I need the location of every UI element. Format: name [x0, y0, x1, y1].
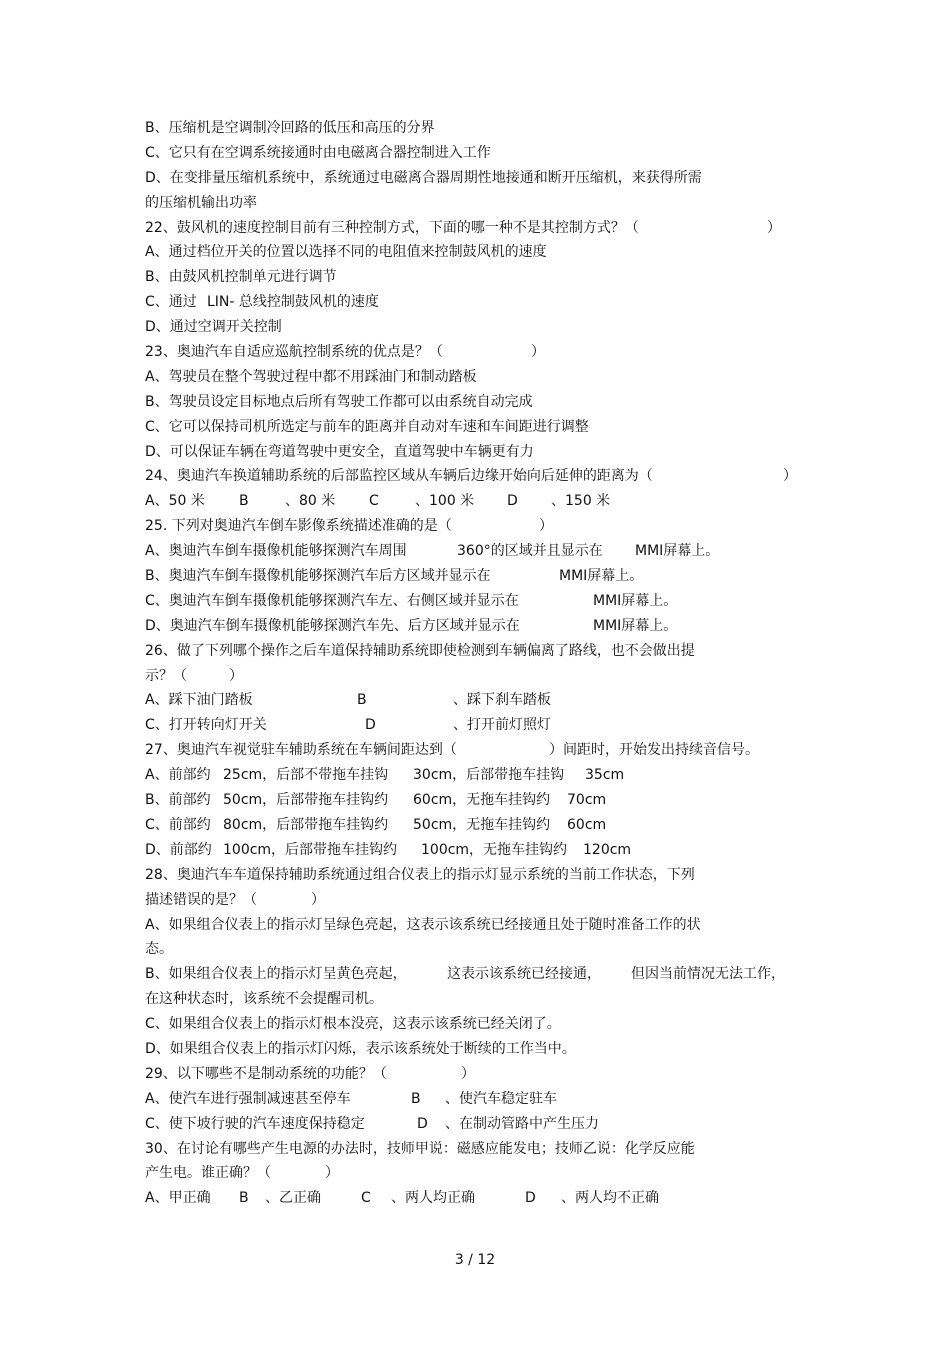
text-segment: ） — [783, 468, 797, 485]
text-segment: D、可以保证车辆在弯道驾驶中更安全，直道驾驶中车辆更有力 — [145, 443, 534, 460]
text-segment: LIN- 总线控制鼓风机的速度 — [207, 294, 379, 311]
text-line — [145, 688, 805, 713]
text-segment: 、100 米 — [415, 493, 475, 510]
text-segment: 、使汽车稳定驻车 — [445, 1090, 557, 1107]
text-segment: B、前部约 — [145, 792, 211, 809]
text-segment: ） — [531, 344, 545, 361]
text-segment: MMI屏幕上。 — [593, 592, 678, 609]
text-segment: 、乙正确 — [265, 1190, 321, 1207]
text-segment: ） — [311, 891, 325, 908]
text-line — [145, 937, 805, 962]
text-line — [145, 265, 805, 290]
text-segment: 23、奥迪汽车自适应巡航控制系统的优点是？（ — [145, 344, 443, 361]
text-segment: 28、奥迪汽车车道保持辅助系统通过组合仪表上的指示灯显示系统的当前工作状态，下列 — [145, 866, 695, 883]
text-segment: D — [507, 493, 518, 510]
text-line — [145, 788, 805, 813]
text-line — [145, 1037, 805, 1062]
text-segment: C、如果组合仪表上的指示灯根本没亮，这表示该系统已经关闭了。 — [145, 1016, 561, 1033]
text-segment: D — [525, 1190, 536, 1207]
text-line — [145, 365, 805, 390]
text-line — [145, 415, 805, 440]
text-line — [145, 664, 805, 689]
text-segment: 27、奥迪汽车视觉驻车辅助系统在车辆间距达到（ — [145, 742, 457, 759]
text-line — [145, 738, 805, 763]
text-segment: C、前部约 — [145, 816, 211, 833]
text-segment: 80cm，后部带拖车挂钩约 — [223, 816, 389, 833]
text-segment: 态。 — [145, 941, 173, 958]
text-segment: C、它可以保持司机所选定与前车的距离并自动对车速和车间距进行调整 — [145, 418, 589, 435]
text-line — [145, 614, 805, 639]
text-segment: C — [361, 1190, 371, 1207]
text-segment: B — [357, 692, 367, 709]
text-segment: B、由鼓风机控制单元进行调节 — [145, 269, 337, 286]
text-segment: ） — [461, 1065, 475, 1082]
text-segment: 29、以下哪些不是制动系统的功能？（ — [145, 1065, 387, 1082]
text-segment: 60cm，无拖车挂钩约 — [413, 792, 551, 809]
text-segment: 100cm，无拖车挂钩约 — [421, 841, 568, 858]
text-segment: D、前部约 — [145, 841, 212, 858]
text-segment: 、两人均正确 — [391, 1190, 475, 1207]
text-segment: C、通过 — [145, 294, 197, 311]
text-segment: B — [239, 1190, 249, 1207]
text-line — [145, 713, 805, 738]
text-line — [145, 987, 805, 1012]
text-segment: MMI屏幕上。 — [559, 568, 644, 585]
text-line — [145, 464, 805, 489]
text-line — [145, 564, 805, 589]
text-segment: 30、在讨论有哪些产生电源的办法时，技师甲说：磁感应能发电；技师乙说：化学反应能 — [145, 1140, 695, 1157]
text-segment: 、打开前灯照灯 — [453, 717, 551, 734]
text-line — [145, 1062, 805, 1087]
text-line — [145, 1137, 805, 1162]
text-line — [145, 1112, 805, 1137]
text-line — [145, 763, 805, 788]
text-segment: 26、做了下列哪个操作之后车道保持辅助系统即使检测到车辆偏离了路线，也不会做出提 — [145, 642, 695, 659]
text-line — [145, 1186, 805, 1211]
text-line — [145, 639, 805, 664]
text-line — [145, 240, 805, 265]
text-segment: ） — [325, 1165, 339, 1182]
text-segment: 描述错误的是？（ — [145, 891, 257, 908]
text-segment: ） — [539, 518, 553, 535]
text-segment: C、使下坡行驶的汽车速度保持稳定 — [145, 1115, 365, 1132]
page-number: 3 / 12 — [454, 1252, 496, 1268]
text-segment: A、奥迪汽车倒车摄像机能够探测汽车周围 — [145, 543, 407, 560]
text-segment: 产生电。谁正确？（ — [145, 1165, 271, 1182]
text-segment: 但因当前情况无法工作， — [631, 966, 785, 983]
text-segment: B、压缩机是空调制冷回路的低压和高压的分界 — [145, 120, 435, 136]
text-segment: 、在制动管路中产生压力 — [445, 1115, 599, 1132]
text-line — [145, 589, 805, 614]
text-line — [145, 315, 805, 340]
text-segment: 24、奥迪汽车换道辅助系统的后部监控区域从车辆后边缘开始向后延伸的距离为（ — [145, 468, 653, 485]
text-segment: 的压缩机输出功率 — [145, 194, 257, 211]
text-segment: ）间距时，开始发出持续音信号。 — [549, 742, 759, 759]
text-segment: 、两人均不正确 — [561, 1190, 659, 1207]
text-line — [145, 340, 805, 365]
text-segment: 25cm，后部不带拖车挂钩 — [223, 767, 389, 784]
text-segment: D — [365, 717, 376, 734]
text-segment: B、如果组合仪表上的指示灯呈黄色亮起， — [145, 966, 407, 983]
text-segment: ） — [229, 667, 243, 684]
text-line — [145, 440, 805, 465]
text-segment: A、如果组合仪表上的指示灯呈绿色亮起，这表示该系统已经接通且处于随时准备工作的状 — [145, 916, 701, 933]
text-segment: 22、鼓风机的速度控制目前有三种控制方式，下面的哪一种不是其控制方式？（ — [145, 219, 639, 236]
text-segment: D、在变排量压缩机系统中，系统通过电磁离合器周期性地接通和断开压缩机，来获得所需 — [145, 169, 702, 186]
text-line — [145, 539, 805, 564]
text-segment: 100cm，后部带拖车挂钩约 — [223, 841, 398, 858]
text-segment: 50cm，后部带拖车挂钩约 — [223, 792, 389, 809]
text-segment: D、通过空调开关控制 — [145, 319, 282, 336]
text-segment: D、奥迪汽车倒车摄像机能够探测汽车先、后方区域并显示在 — [145, 617, 520, 634]
text-segment: B — [411, 1090, 421, 1107]
text-segment: 、80 米 — [285, 493, 336, 510]
text-segment: C、奥迪汽车倒车摄像机能够探测汽车左、右侧区域并显示在 — [145, 592, 519, 609]
text-line — [145, 1012, 805, 1037]
text-segment: C、它只有在空调系统接通时由电磁离合器控制进入工作 — [145, 144, 491, 161]
text-segment: 30cm，后部带拖车挂钩 — [413, 767, 565, 784]
text-segment: A、踩下油门踏板 — [145, 692, 253, 709]
text-segment: 60cm — [567, 816, 607, 833]
text-line — [145, 838, 805, 863]
text-line — [145, 962, 805, 987]
text-segment: 360°的区域并且显示在 — [457, 543, 603, 560]
text-segment: 这表示该系统已经接通， — [447, 966, 601, 983]
text-line — [145, 514, 805, 539]
text-segment: 、150 米 — [551, 493, 611, 510]
text-segment: A、前部约 — [145, 767, 211, 784]
text-line — [145, 116, 805, 141]
text-segment: B — [239, 493, 249, 510]
text-line — [145, 813, 805, 838]
text-segment: A、甲正确 — [145, 1190, 211, 1207]
text-segment: D、如果组合仪表上的指示灯闪烁，表示该系统处于断续的工作当中。 — [145, 1040, 576, 1057]
text-segment: 50cm，无拖车挂钩约 — [413, 816, 551, 833]
text-line — [145, 390, 805, 415]
text-segment: 120cm — [583, 841, 632, 858]
text-segment: A、使汽车进行强制减速甚至停车 — [145, 1090, 351, 1107]
text-segment: ） — [767, 219, 781, 236]
text-segment: B、驾驶员设定目标地点后所有驾驶工作都可以由系统自动完成 — [145, 393, 533, 410]
text-segment: 示？（ — [145, 667, 187, 684]
text-line — [145, 863, 805, 888]
text-line — [145, 216, 805, 241]
text-segment: A、通过档位开关的位置以选择不同的电阻值来控制鼓风机的速度 — [145, 244, 547, 261]
text-line — [145, 290, 805, 315]
text-segment: C、打开转向灯开关 — [145, 717, 267, 734]
text-segment: B、奥迪汽车倒车摄像机能够探测汽车后方区域并显示在 — [145, 568, 491, 585]
text-line — [145, 913, 805, 938]
text-segment: A、驾驶员在整个驾驶过程中都不用踩油门和制动踏板 — [145, 368, 477, 385]
text-segment: 、踩下刹车踏板 — [453, 692, 551, 709]
text-segment: C — [369, 493, 379, 510]
text-segment: 在这种状态时，该系统不会提醒司机。 — [145, 991, 383, 1008]
text-segment: MMI屏幕上。 — [635, 543, 720, 560]
text-line — [145, 166, 805, 191]
question-text-block — [145, 116, 805, 1211]
text-segment: A、50 米 — [145, 493, 205, 510]
text-line — [145, 1161, 805, 1186]
text-line — [145, 1087, 805, 1112]
text-line — [145, 191, 805, 216]
text-segment: MMI屏幕上。 — [593, 617, 678, 634]
text-line — [145, 888, 805, 913]
text-line — [145, 141, 805, 166]
text-segment: 35cm — [585, 767, 625, 784]
text-segment: 25. 下列对奥迪汽车倒车影像系统描述准确的是（ — [145, 518, 452, 535]
text-segment: 70cm — [567, 792, 607, 809]
text-segment: D — [417, 1115, 428, 1132]
text-line — [145, 489, 805, 514]
